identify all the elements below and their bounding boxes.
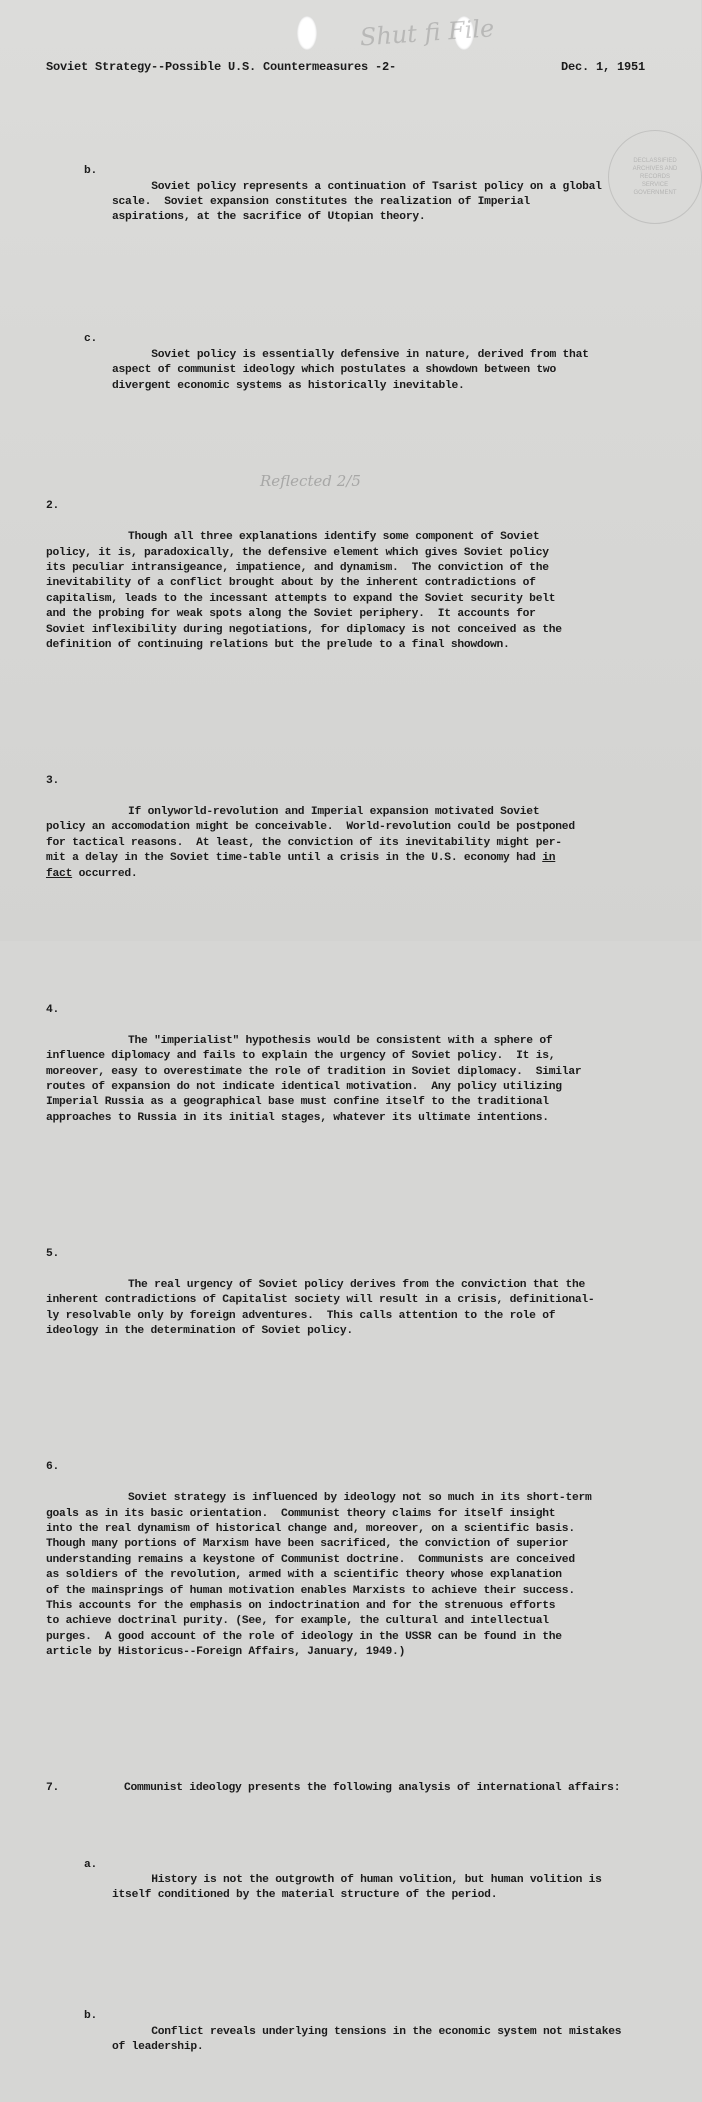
paragraph-6 (46, 1460, 648, 1691)
stamp-text: DECLASSIFIED ARCHIVES AND RECORDS SERVICE GOVERNMENT (632, 158, 678, 196)
underlined-text: in fact (46, 852, 556, 880)
paragraph-text-part: occurred. (72, 867, 138, 880)
subitem-b-first (84, 164, 648, 241)
handwritten-note-middle: Reflected 2/5 (260, 472, 361, 490)
paragraph-text: Soviet strategy is influenced by ideology not so much in its short-term goals as in its basic orientation. Communist theory claims for itself insight into the real dynamism of historical change and, moreover, on a scientific basis. Though many portions of Marxism have been sacrificed, the conviction of superior understanding remains a keystone of Communist doctrine. Communists are conceived as soldiers of the revolution, armed with a scientific theory whose explanation of the mainsprings of human motivation enables Marxists to achieve their success. This accounts for the emphasis on indoctrination and for the strenuous efforts to achieve doctrinal purity. (See, for example, the cultural and intellectual purges. A good account of the role of ideology in the USSR can be found in the article by Historicus--Foreign Affairs, January, 1949.) (46, 1492, 592, 1659)
paragraph-3 (46, 774, 648, 913)
subitem-marker: c. (84, 333, 98, 346)
subitem-text: Soviet policy represents a continuation of Tsarist policy on a global scale. Soviet expansion constitutes the realization of Imperial aspirations, at the sacrifice of Utopian theory. (112, 180, 602, 224)
paragraph-text (46, 805, 648, 882)
subitem-a-second (84, 1858, 648, 1920)
paragraph-text: Communist ideology presents the following analysis of international affairs: (124, 1782, 621, 1795)
punch-hole-left (297, 16, 317, 50)
document-title: Soviet Strategy--Possible U.S. Countermeasures -2- (46, 60, 397, 74)
subitem-c-first (84, 332, 648, 409)
paragraph-text: Though all three explanations identify some component of Soviet policy, it is, paradoxically, the defensive element which gives Soviet policy its peculiar intransigeance, impatience, and dynamism. The conviction of the inevitability of a conflict brought about by the inherent contradictions of capitalism, leads to the incessant attempts to expand the Soviet security belt and the probing for weak spots along the Soviet periphery. It accounts for Soviet inflexibility during negotiations, for diplomacy is not conceived as the definition of continuing relations but the prelude to a final showdown. (46, 531, 562, 651)
paragraph-number: 6. (46, 1461, 60, 1474)
document-body (46, 118, 648, 2102)
paragraph-5 (46, 1247, 648, 1370)
subitem-marker: a. (84, 1858, 98, 1871)
subitem-text: History is not the outgrowth of human volition, but human volition is itself conditioned by the material structure of the period. (112, 1874, 602, 1902)
subitem-b-second (84, 2009, 648, 2071)
paragraph-text-part: If onlyworld-revolution and Imperial expansion motivated Soviet policy an accomodation might be conceivable. World-revolution could be postponed for tactical reasons. At least, the conviction of its inevitability might per- mit a delay in the Soviet time-table until a crisis in the U.S. economy had (46, 806, 575, 865)
paragraph-number: 4. (46, 1003, 60, 1016)
paragraph-number: 7. (46, 1782, 60, 1795)
document-date: Dec. 1, 1951 (560, 60, 645, 74)
page-header (46, 60, 645, 78)
paragraph-7 (46, 1781, 648, 1811)
paragraph-2 (46, 499, 648, 684)
subitem-marker: b. (84, 2010, 98, 2023)
paragraph-number: 3. (46, 775, 60, 788)
paragraph-number: 2. (46, 500, 60, 513)
paragraph-text: The "imperialist" hypothesis would be consistent with a sphere of influence diplomacy and fails to explain the urgency of Soviet policy. It is, moreover, easy to overestimate the role of tradition in Soviet diplomacy. Similar routes of expansion do not indicate identical motivation. Any policy utilizing Imperial Russia as a geographical base must confine itself to the traditional approaches to Russia in its initial stages, whatever its ultimate intentions. (46, 1034, 582, 1124)
paragraph-4 (46, 1003, 648, 1157)
subitem-text: Soviet policy is essentially defensive in nature, derived from that aspect of communist ideology which postulates a showdown between two divergent economic systems as historically inevitable. (112, 348, 589, 392)
paragraph-text: The real urgency of Soviet policy derives from the conviction that the inherent contradictions of Capitalist society will result in a crisis, definitional- ly resolvable only by foreign adventures. This calls attention to the role of ideology in the determination of Soviet policy. (46, 1278, 595, 1338)
subitem-text: Conflict reveals underlying tensions in the economic system not mistakes of leadership. (112, 2025, 622, 2054)
paragraph-number: 5. (46, 1248, 60, 1261)
handwritten-note-top: Shut fi File (359, 14, 496, 52)
subitem-marker: b. (84, 165, 98, 178)
